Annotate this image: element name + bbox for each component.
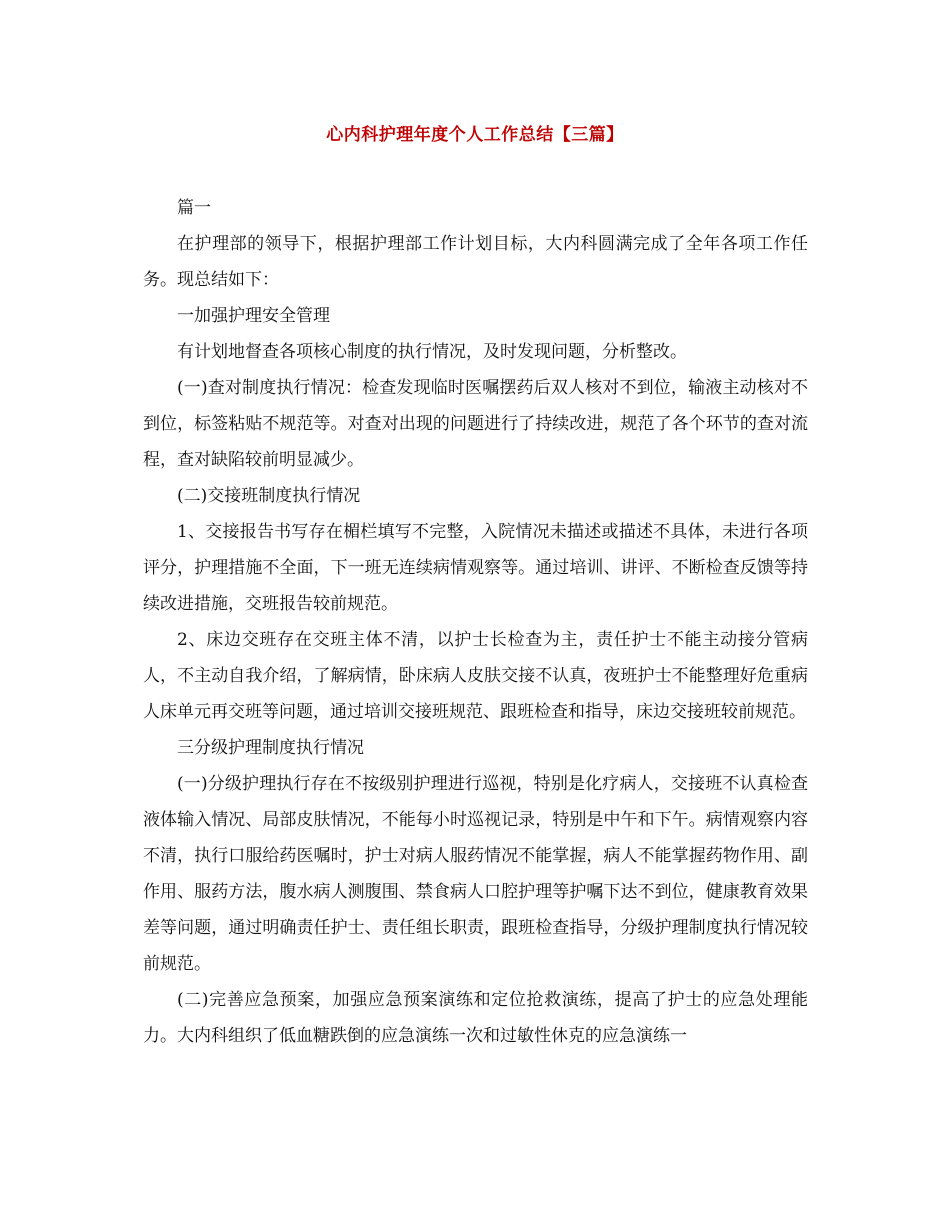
paragraph-emergency-plan: (二)完善应急预案，加强应急预案演练和定位抢救演练，提高了护士的应急处理能力。大内科组织了低血糖跌倒的应急演练一次和过敏性休克的应急演练一 [143, 990, 808, 1046]
paragraph-bedside-handover: 2、床边交班存在交班主体不清，以护士长检查为主，责任护士不能主动接分管病人，不主动自我介绍，了解病情，卧床病人皮肤交接不认真，夜班护士不能整理好危重病人床单元再交班等问题，通过培训交接班规范、跟班检查和指导，床边交接班较前规范。 [143, 630, 808, 722]
paragraph-handover-report: 1、交接报告书写存在楣栏填写不完整，入院情况未描述或描述不具体，未进行各项评分，护理措施不全面，下一班无连续病情观察等。通过培训、讲评、不断检查反馈等持续改进措施，交班报告较前规范。 [143, 522, 808, 614]
paragraph-heading-handover: (二)交接班制度执行情况 [177, 486, 361, 506]
paragraph-heading-safety: 一加强护理安全管理 [177, 306, 330, 326]
paragraph-supervision: 有计划地督查各项核心制度的执行情况，及时发现问题，分析整改。 [177, 342, 687, 362]
paragraph-graded-care: (一)分级护理执行存在不按级别护理进行巡视，特别是化疗病人，交接班不认真检查液体输入情况、局部皮肤情况，不能每小时巡视记录，特别是中午和下午。病情观察内容不清，执行口服给药医嘱时，护士对病人服药情况不能掌握，病人不能掌握药物作用、副作用、服药方法，腹水病人测腹围、禁食病人口腔护理等护嘱下达不到位，健康教育效果差等问题，通过明确责任护士、责任组长职责，跟班检查指导，分级护理制度执行情况较前规范。 [143, 774, 808, 974]
document-title: 心内科护理年度个人工作总结【三篇】 [326, 125, 624, 145]
paragraph-heading-graded-care: 三分级护理制度执行情况 [177, 738, 364, 758]
document-body [143, 190, 808, 1054]
paragraph-check-system: (一)查对制度执行情况：检查发现临时医嘱摆药后双人核对不到位，输液主动核对不到位，标签粘贴不规范等。对查对出现的问题进行了持续改进，规范了各个环节的查对流程，查对缺陷较前明显减少。 [143, 378, 808, 470]
paragraph-section-heading: 篇一 [177, 198, 211, 218]
paragraph-intro: 在护理部的领导下，根据护理部工作计划目标，大内科圆满完成了全年各项工作任务。现总结如下： [143, 234, 808, 290]
